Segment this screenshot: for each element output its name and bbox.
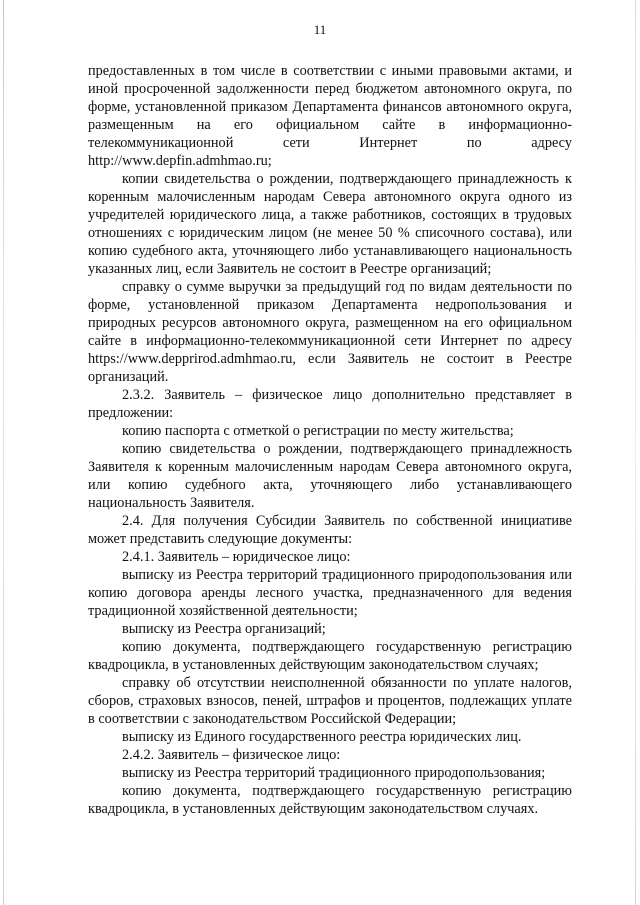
paragraph-4: 2.3.2. Заявитель – физическое лицо дополнительно представляет в предложении: xyxy=(88,387,572,421)
paragraph-15: выписку из Реестра территорий традиционного природопользования; xyxy=(122,765,546,781)
paragraph-14: 2.4.2. Заявитель – физическое лицо: xyxy=(122,747,341,763)
scan-edge-right xyxy=(635,0,636,905)
paragraph-9: выписку из Реестра территорий традиционного природопользования или копию договора аренды лесного участка, предназначенного для ведения традиционной хозяйственной деятельности; xyxy=(88,567,572,619)
paragraph-16: копию документа, подтверждающего государственную регистрацию квадроцикла, в установленных действующим законодательством случаях. xyxy=(88,783,572,817)
paragraph-10: выписку из Реестра организаций; xyxy=(122,621,326,637)
paragraph-8: 2.4.1. Заявитель – юридическое лицо: xyxy=(122,549,351,565)
paragraph-7: 2.4. Для получения Субсидии Заявитель по собственной инициативе может представить следующие документы: xyxy=(88,513,572,547)
paragraph-13: выписку из Единого государственного реестра юридических лиц. xyxy=(122,729,522,745)
paragraph-2: копии свидетельства о рождении, подтверждающего принадлежность к коренным малочисленным народам Севера автономного округа одного из учредителей юридического лица, а также работников, состоящих в трудовых отношениях с юридическим лицом (не менее 50 % списочного состава), или копию судебного акта, уточняющего либо устанавливающего национальность указанных лиц, если Заявитель не состоит в Реестре организаций; xyxy=(88,171,572,277)
page-number: 11 xyxy=(313,22,327,37)
scan-edge-left xyxy=(3,0,4,905)
paragraph-12: справку об отсутствии неисполненной обязанности по уплате налогов, сборов, страховых взносов, пеней, штрафов и процентов, подлежащих уплате в соответствии с законодательством Российской Федерации; xyxy=(88,675,572,727)
paragraph-3: справку о сумме выручки за предыдущий год по видам деятельности по форме, установленной приказом Департамента недропользования и природных ресурсов автономного округа, размещенном на его официальном сайте в информационно-телекоммуникационной сети Интернет по адресу https://www.depprirod.admhmao.ru, если Заявитель не состоит в Реестре организаций. xyxy=(88,279,572,385)
paragraph-5: копию паспорта с отметкой о регистрации по месту жительства; xyxy=(122,423,514,439)
paragraph-1: предоставленных в том числе в соответствии с иными правовыми актами, и иной просроченной задолженности перед бюджетом автономного округа, по форме, установленной приказом Департамента финансов автономного округа, размещенным на его официальном сайте в информационно-телекоммуникационной сети Интернет по адресу http://www.depfin.admhmao.ru; xyxy=(88,63,572,169)
document-body xyxy=(88,62,572,818)
paragraph-11: копию документа, подтверждающего государственную регистрацию квадроцикла, в установленных действующим законодательством случаях; xyxy=(88,639,572,673)
paragraph-6: копию свидетельства о рождении, подтверждающего принадлежность Заявителя к коренным малочисленным народам Севера автономного округа, или копию судебного акта, уточняющего либо устанавливающего национальность Заявителя. xyxy=(88,441,572,511)
